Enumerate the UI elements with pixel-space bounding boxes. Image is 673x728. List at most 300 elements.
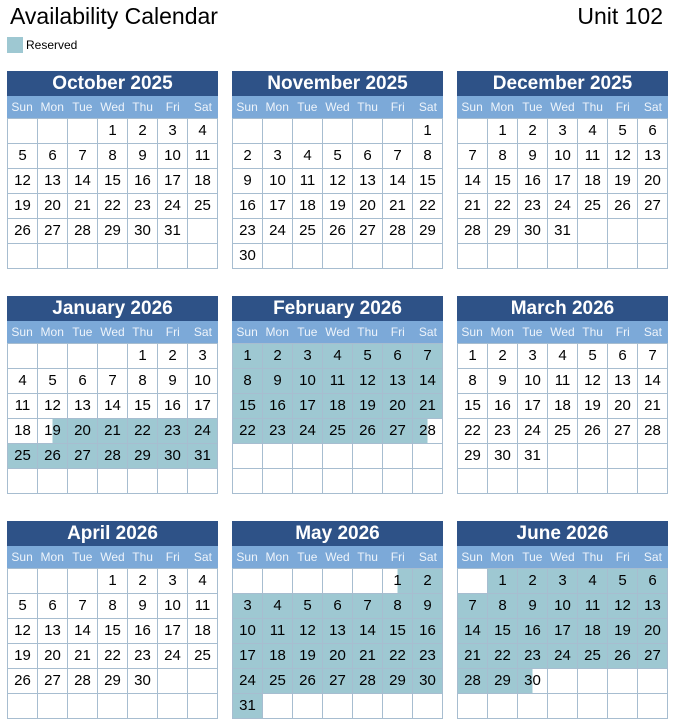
empty-day-cell <box>8 119 38 144</box>
empty-day-cell <box>38 694 68 719</box>
weekday-label: Wed <box>325 550 350 564</box>
weekday-label: Thu <box>357 100 378 114</box>
empty-day-cell <box>488 469 518 494</box>
day-cell: 12 <box>578 369 608 394</box>
day-cell: 21 <box>638 394 668 419</box>
day-cell: 24 <box>548 644 578 669</box>
day-cell: 10 <box>158 144 188 169</box>
day-cell: 1 <box>128 344 158 369</box>
month-title: February 2026 <box>232 296 443 321</box>
day-cell: 18 <box>578 169 608 194</box>
day-cell: 1 <box>488 119 518 144</box>
weekday-label: Sun <box>236 100 258 114</box>
day-cell: 25 <box>188 644 218 669</box>
day-cell: 7 <box>68 144 98 169</box>
day-cell: 5 <box>578 344 608 369</box>
weekday-label: Thu <box>132 325 153 339</box>
day-cell: 13 <box>38 619 68 644</box>
day-cell: 28 <box>383 219 413 244</box>
day-cell: 26 <box>608 644 638 669</box>
day-cell: 8 <box>413 144 443 169</box>
weekday-label: Mon <box>490 550 514 564</box>
day-cell: 11 <box>578 594 608 619</box>
day-cell: 19 <box>353 394 383 419</box>
day-cell: 27 <box>323 669 353 694</box>
day-cell: 20 <box>638 169 668 194</box>
weekday-label: Tue <box>297 100 318 114</box>
day-cell: 10 <box>548 144 578 169</box>
weekday-label: Fri <box>390 325 405 339</box>
empty-day-cell <box>158 694 188 719</box>
day-cell: 29 <box>98 669 128 694</box>
day-cell: 3 <box>518 344 548 369</box>
empty-day-cell <box>98 344 128 369</box>
day-cell: 11 <box>263 619 293 644</box>
day-cell: 27 <box>638 644 668 669</box>
day-cell: 10 <box>518 369 548 394</box>
empty-day-cell <box>128 469 158 494</box>
weekday-label: Fri <box>615 550 630 564</box>
weekday-label: Mon <box>265 550 289 564</box>
day-cell: 29 <box>383 669 413 694</box>
day-cell: 26 <box>353 419 383 444</box>
day-grid <box>7 568 218 719</box>
empty-day-cell <box>638 244 668 269</box>
day-cell: 11 <box>548 369 578 394</box>
empty-day-cell <box>263 469 293 494</box>
weekday-label: Tue <box>297 550 318 564</box>
empty-day-cell <box>98 244 128 269</box>
empty-day-cell <box>323 469 353 494</box>
empty-day-cell <box>488 244 518 269</box>
day-cell: 4 <box>8 369 38 394</box>
month-title: October 2025 <box>7 71 218 96</box>
day-cell: 15 <box>128 394 158 419</box>
day-cell: 30 <box>413 669 443 694</box>
day-cell: 8 <box>233 369 263 394</box>
day-cell: 9 <box>488 369 518 394</box>
weekday-label: Tue <box>522 100 543 114</box>
weekday-label: Sat <box>643 550 662 564</box>
day-cell: 17 <box>158 619 188 644</box>
day-cell: 7 <box>98 369 128 394</box>
day-cell: 26 <box>38 444 68 469</box>
weekday-label: Wed <box>550 100 575 114</box>
day-cell: 10 <box>188 369 218 394</box>
empty-day-cell <box>233 569 263 594</box>
day-cell: 3 <box>548 569 578 594</box>
empty-day-cell <box>68 244 98 269</box>
day-cell: 19 <box>323 194 353 219</box>
empty-day-cell <box>38 344 68 369</box>
weekday-label: Tue <box>72 550 93 564</box>
weekday-label: Wed <box>325 325 350 339</box>
day-cell: 3 <box>548 119 578 144</box>
day-cell: 24 <box>263 219 293 244</box>
day-cell: 17 <box>158 169 188 194</box>
weekday-label: Fri <box>165 100 180 114</box>
day-cell: 22 <box>488 194 518 219</box>
weekday-label: Tue <box>522 550 543 564</box>
day-cell: 25 <box>548 419 578 444</box>
day-cell: 1 <box>488 569 518 594</box>
empty-day-cell <box>518 694 548 719</box>
day-cell: 15 <box>233 394 263 419</box>
weekday-label: Wed <box>100 325 125 339</box>
day-cell: 1 <box>98 569 128 594</box>
weekday-label: Sat <box>418 100 437 114</box>
day-cell: 7 <box>413 344 443 369</box>
weekday-label: Sun <box>11 550 33 564</box>
day-cell: 29 <box>413 219 443 244</box>
empty-day-cell <box>353 569 383 594</box>
weekday-label: Mon <box>490 325 514 339</box>
day-cell: 2 <box>518 119 548 144</box>
day-cell: 31 <box>233 694 263 719</box>
day-cell: 3 <box>233 594 263 619</box>
day-cell: 6 <box>38 594 68 619</box>
empty-day-cell <box>68 119 98 144</box>
empty-day-cell <box>233 444 263 469</box>
weekday-label: Sun <box>461 550 483 564</box>
day-cell: 9 <box>158 369 188 394</box>
day-cell: 23 <box>233 219 263 244</box>
empty-day-cell <box>638 694 668 719</box>
empty-day-cell <box>578 219 608 244</box>
day-cell: 1 <box>413 119 443 144</box>
day-cell: 28 <box>353 669 383 694</box>
weekday-label: Sat <box>193 325 212 339</box>
empty-day-cell <box>293 244 323 269</box>
day-cell: 13 <box>68 394 98 419</box>
weekday-label: Sun <box>461 325 483 339</box>
day-cell: 22 <box>413 194 443 219</box>
day-grid <box>457 118 668 269</box>
empty-day-cell <box>608 444 638 469</box>
empty-day-cell <box>8 694 38 719</box>
day-cell: 13 <box>608 369 638 394</box>
day-cell: 14 <box>353 619 383 644</box>
weekday-label: Mon <box>265 325 289 339</box>
empty-day-cell <box>8 344 38 369</box>
month-title: December 2025 <box>457 71 668 96</box>
weekday-label: Wed <box>100 550 125 564</box>
day-cell: 23 <box>263 419 293 444</box>
day-cell: 4 <box>188 569 218 594</box>
month-calendar <box>7 521 218 719</box>
day-cell: 5 <box>38 369 68 394</box>
weekday-label: Sat <box>193 100 212 114</box>
day-cell: 28 <box>458 669 488 694</box>
day-cell: 21 <box>353 644 383 669</box>
day-cell: 7 <box>383 144 413 169</box>
empty-day-cell <box>293 469 323 494</box>
empty-day-cell <box>188 669 218 694</box>
day-cell: 3 <box>293 344 323 369</box>
empty-day-cell <box>608 694 638 719</box>
day-cell: 25 <box>578 194 608 219</box>
day-cell: 9 <box>518 594 548 619</box>
day-cell: 15 <box>98 619 128 644</box>
empty-day-cell <box>353 244 383 269</box>
empty-day-cell <box>98 694 128 719</box>
empty-day-cell <box>188 469 218 494</box>
empty-day-cell <box>68 569 98 594</box>
day-cell: 5 <box>353 344 383 369</box>
empty-day-cell <box>638 444 668 469</box>
day-cell: 22 <box>98 644 128 669</box>
empty-day-cell <box>38 469 68 494</box>
day-grid <box>232 343 443 494</box>
day-cell: 1 <box>383 569 413 594</box>
empty-day-cell <box>578 444 608 469</box>
day-cell: 24 <box>188 419 218 444</box>
empty-day-cell <box>38 244 68 269</box>
day-cell: 14 <box>413 369 443 394</box>
empty-day-cell <box>233 469 263 494</box>
day-cell: 10 <box>158 594 188 619</box>
day-cell: 16 <box>128 619 158 644</box>
weekday-label: Wed <box>550 550 575 564</box>
month-calendar <box>7 71 218 269</box>
day-cell: 12 <box>38 394 68 419</box>
day-cell: 12 <box>8 169 38 194</box>
empty-day-cell <box>383 694 413 719</box>
empty-day-cell <box>323 119 353 144</box>
day-cell: 19 <box>608 169 638 194</box>
empty-day-cell <box>38 119 68 144</box>
month-calendar <box>457 71 668 269</box>
day-cell: 21 <box>68 194 98 219</box>
empty-day-cell <box>353 469 383 494</box>
empty-day-cell <box>68 469 98 494</box>
day-cell: 14 <box>638 369 668 394</box>
day-cell: 20 <box>608 394 638 419</box>
empty-day-cell <box>353 694 383 719</box>
day-cell: 21 <box>383 194 413 219</box>
day-cell: 4 <box>578 119 608 144</box>
empty-day-cell <box>458 469 488 494</box>
day-cell: 9 <box>518 144 548 169</box>
day-cell: 24 <box>293 419 323 444</box>
day-cell: 21 <box>458 194 488 219</box>
day-cell: 30 <box>488 444 518 469</box>
empty-day-cell <box>413 469 443 494</box>
day-cell: 16 <box>158 394 188 419</box>
empty-day-cell <box>383 469 413 494</box>
weekday-label: Fri <box>165 325 180 339</box>
day-cell: 13 <box>353 169 383 194</box>
day-cell: 21 <box>458 644 488 669</box>
day-cell: 25 <box>188 194 218 219</box>
month-title: April 2026 <box>7 521 218 546</box>
day-cell: 22 <box>128 419 158 444</box>
day-cell: 29 <box>488 219 518 244</box>
day-cell: 11 <box>8 394 38 419</box>
day-cell: 26 <box>608 194 638 219</box>
day-cell: 17 <box>548 619 578 644</box>
unit-label: Unit 102 <box>577 3 663 29</box>
day-cell: 26 <box>323 219 353 244</box>
day-cell: 10 <box>233 619 263 644</box>
month-calendar <box>232 71 443 269</box>
day-cell: 20 <box>383 394 413 419</box>
weekday-header <box>7 96 218 118</box>
day-cell: 14 <box>68 169 98 194</box>
day-cell: 21 <box>98 419 128 444</box>
weekday-label: Thu <box>132 550 153 564</box>
day-cell: 24 <box>518 419 548 444</box>
day-cell: 7 <box>68 594 98 619</box>
day-cell: 23 <box>128 194 158 219</box>
day-cell: 8 <box>488 144 518 169</box>
day-cell: 5 <box>293 594 323 619</box>
day-cell: 18 <box>293 194 323 219</box>
day-cell: 8 <box>98 594 128 619</box>
weekday-label: Sun <box>236 325 258 339</box>
weekday-label: Wed <box>325 100 350 114</box>
day-cell: 27 <box>38 669 68 694</box>
month-title: May 2026 <box>232 521 443 546</box>
day-cell: 2 <box>128 569 158 594</box>
day-cell: 20 <box>353 194 383 219</box>
weekday-label: Sun <box>236 550 258 564</box>
weekday-label: Sat <box>643 325 662 339</box>
empty-day-cell <box>293 694 323 719</box>
day-cell: 5 <box>323 144 353 169</box>
weekday-label: Tue <box>72 100 93 114</box>
day-grid <box>7 118 218 269</box>
day-cell: 18 <box>578 619 608 644</box>
weekday-header <box>232 96 443 118</box>
weekday-label: Wed <box>100 100 125 114</box>
day-cell: 8 <box>488 594 518 619</box>
day-cell: 6 <box>383 344 413 369</box>
day-cell: 3 <box>263 144 293 169</box>
day-cell: 16 <box>263 394 293 419</box>
day-cell: 28 <box>458 219 488 244</box>
day-cell: 26 <box>8 669 38 694</box>
day-cell: 12 <box>293 619 323 644</box>
day-cell: 4 <box>188 119 218 144</box>
empty-day-cell <box>128 694 158 719</box>
day-cell: 29 <box>488 669 518 694</box>
weekday-label: Sat <box>643 100 662 114</box>
month-title: March 2026 <box>457 296 668 321</box>
month-calendar <box>457 296 668 494</box>
day-cell: 14 <box>68 619 98 644</box>
day-cell: 13 <box>38 169 68 194</box>
day-cell: 16 <box>518 169 548 194</box>
day-cell: 24 <box>158 194 188 219</box>
empty-day-cell <box>263 244 293 269</box>
empty-day-cell <box>68 344 98 369</box>
weekday-label: Sun <box>11 325 33 339</box>
day-cell: 6 <box>353 144 383 169</box>
day-cell: 20 <box>68 419 98 444</box>
empty-day-cell <box>8 569 38 594</box>
day-cell: 23 <box>518 644 548 669</box>
day-cell: 6 <box>68 369 98 394</box>
day-cell: 12 <box>8 619 38 644</box>
empty-day-cell <box>263 444 293 469</box>
day-cell: 2 <box>518 569 548 594</box>
day-cell: 14 <box>383 169 413 194</box>
empty-day-cell <box>98 469 128 494</box>
empty-day-cell <box>608 219 638 244</box>
day-cell: 12 <box>608 594 638 619</box>
day-cell: 6 <box>608 344 638 369</box>
day-cell: 26 <box>578 419 608 444</box>
empty-day-cell <box>263 119 293 144</box>
empty-day-cell <box>158 469 188 494</box>
day-cell: 7 <box>638 344 668 369</box>
day-cell: 30 <box>158 444 188 469</box>
day-cell: 9 <box>263 369 293 394</box>
day-cell: 15 <box>488 619 518 644</box>
day-cell: 9 <box>128 144 158 169</box>
day-cell: 4 <box>263 594 293 619</box>
day-cell: 11 <box>188 144 218 169</box>
weekday-label: Fri <box>390 550 405 564</box>
empty-day-cell <box>413 694 443 719</box>
empty-day-cell <box>413 244 443 269</box>
legend <box>7 37 77 53</box>
empty-day-cell <box>638 219 668 244</box>
day-cell: 5 <box>608 569 638 594</box>
empty-day-cell <box>488 694 518 719</box>
day-cell: 5 <box>608 119 638 144</box>
weekday-label: Tue <box>522 325 543 339</box>
day-cell: 29 <box>98 219 128 244</box>
day-cell: 29 <box>458 444 488 469</box>
month-calendar <box>232 296 443 494</box>
empty-day-cell <box>293 119 323 144</box>
day-cell: 22 <box>98 194 128 219</box>
day-cell: 12 <box>353 369 383 394</box>
day-cell: 22 <box>458 419 488 444</box>
weekday-label: Tue <box>72 325 93 339</box>
day-cell: 6 <box>638 119 668 144</box>
day-grid <box>232 118 443 269</box>
empty-day-cell <box>323 444 353 469</box>
day-cell: 3 <box>188 344 218 369</box>
day-cell: 27 <box>383 419 413 444</box>
day-cell: 2 <box>158 344 188 369</box>
weekday-label: Fri <box>615 325 630 339</box>
day-cell: 25 <box>293 219 323 244</box>
day-cell: 5 <box>8 144 38 169</box>
day-cell: 8 <box>458 369 488 394</box>
day-cell: 19 <box>38 419 68 444</box>
day-cell: 1 <box>458 344 488 369</box>
day-grid <box>457 343 668 494</box>
empty-day-cell <box>548 244 578 269</box>
day-cell: 11 <box>188 594 218 619</box>
empty-day-cell <box>68 694 98 719</box>
day-cell: 14 <box>458 619 488 644</box>
day-cell: 6 <box>638 569 668 594</box>
weekday-header <box>232 321 443 343</box>
empty-day-cell <box>638 669 668 694</box>
day-cell: 25 <box>578 644 608 669</box>
day-cell: 30 <box>128 669 158 694</box>
weekday-label: Mon <box>40 100 64 114</box>
day-cell: 8 <box>128 369 158 394</box>
empty-day-cell <box>578 669 608 694</box>
day-cell: 15 <box>488 169 518 194</box>
day-cell: 28 <box>413 419 443 444</box>
